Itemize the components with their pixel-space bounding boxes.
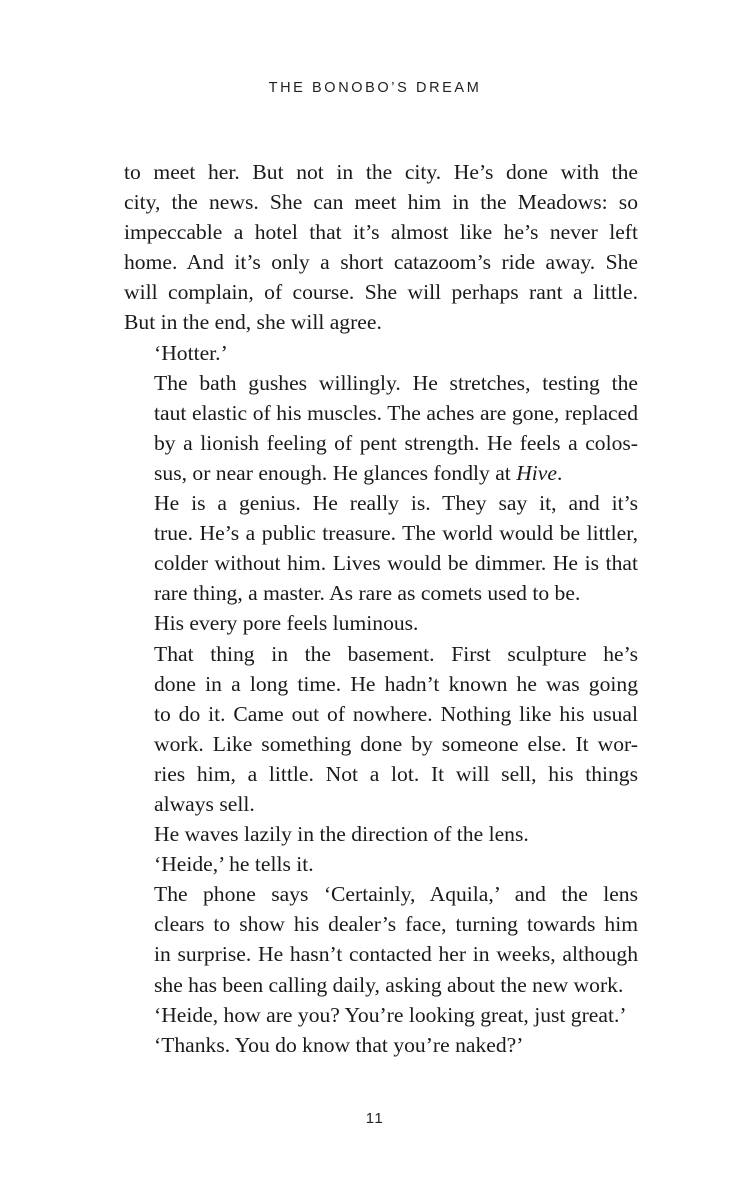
text-line: The phone says ‘Certainly, Aquila,’ and the lens <box>154 882 638 907</box>
paragraph <box>124 1000 638 1030</box>
text-line: will complain, of course. She will perhaps rant a little. <box>124 280 638 305</box>
text-line: His every pore feels luminous. <box>154 611 419 636</box>
text-line: work. Like something done by someone else. It wor- <box>154 731 638 756</box>
paragraph <box>124 157 638 338</box>
paragraph <box>124 368 638 488</box>
text-line: to do it. Came out of nowhere. Nothing like his usual <box>154 701 638 726</box>
text-line: done in a long time. He hadn’t known he was going <box>154 671 638 696</box>
text-line: sus, or near enough. He glances fondly at Hive. <box>154 460 563 485</box>
punctuation: . <box>556 460 563 485</box>
text-line: colder without him. Lives would be dimmer. He is that <box>154 551 638 576</box>
text-line: ‘Heide,’ he tells it. <box>154 852 314 877</box>
paragraph <box>124 849 638 879</box>
text-line: always sell. <box>154 791 255 816</box>
body-text <box>124 157 638 1060</box>
page-number: 11 <box>365 1110 385 1127</box>
text-line: city, the news. She can meet him in the Meadows: so <box>124 190 638 215</box>
text-line: she has been calling daily, asking about the new work. <box>154 972 624 997</box>
text-line: ‘Hotter.’ <box>154 340 228 365</box>
paragraph <box>124 1030 638 1060</box>
paragraph <box>124 639 638 820</box>
running-head: THE BONOBO’S DREAM <box>268 80 482 96</box>
text-line: The bath gushes willingly. He stretches, testing the <box>154 370 638 395</box>
paragraph <box>124 338 638 368</box>
text-line: taut elastic of his muscles. The aches are gone, replaced <box>154 400 638 425</box>
italic-title: Hive <box>516 460 557 485</box>
text-line: rare thing, a master. As rare as comets used to be. <box>154 581 581 606</box>
paragraph <box>124 608 638 638</box>
text-line: clears to show his dealer’s face, turning towards him <box>154 912 638 937</box>
text-line: ries him, a little. Not a lot. It will sell, his things <box>154 761 638 786</box>
text-line: But in the end, she will agree. <box>124 310 382 335</box>
text-line: That thing in the basement. First sculpture he’s <box>154 641 638 666</box>
text-line: to meet her. But not in the city. He’s done with the <box>124 160 638 184</box>
text-line: by a lionish feeling of pent strength. He feels a colos- <box>154 430 638 455</box>
text-line: impeccable a hotel that it’s almost like he’s never left <box>124 220 638 245</box>
text-line: ‘Thanks. You do know that you’re naked?’ <box>154 1032 524 1057</box>
paragraph <box>124 879 638 999</box>
text-line: home. And it’s only a short catazoom’s ride away. She <box>124 250 638 275</box>
text-line: He is a genius. He really is. They say it, and it’s <box>154 491 638 516</box>
text-line: in surprise. He hasn’t contacted her in weeks, although <box>154 942 638 967</box>
paragraph <box>124 488 638 608</box>
text-line: true. He’s a public treasure. The world would be littler, <box>154 521 638 546</box>
text-line: ‘Heide, how are you? You’re looking great, just great.’ <box>154 1002 627 1027</box>
text-line: He waves lazily in the direction of the lens. <box>154 822 529 847</box>
paragraph <box>124 819 638 849</box>
